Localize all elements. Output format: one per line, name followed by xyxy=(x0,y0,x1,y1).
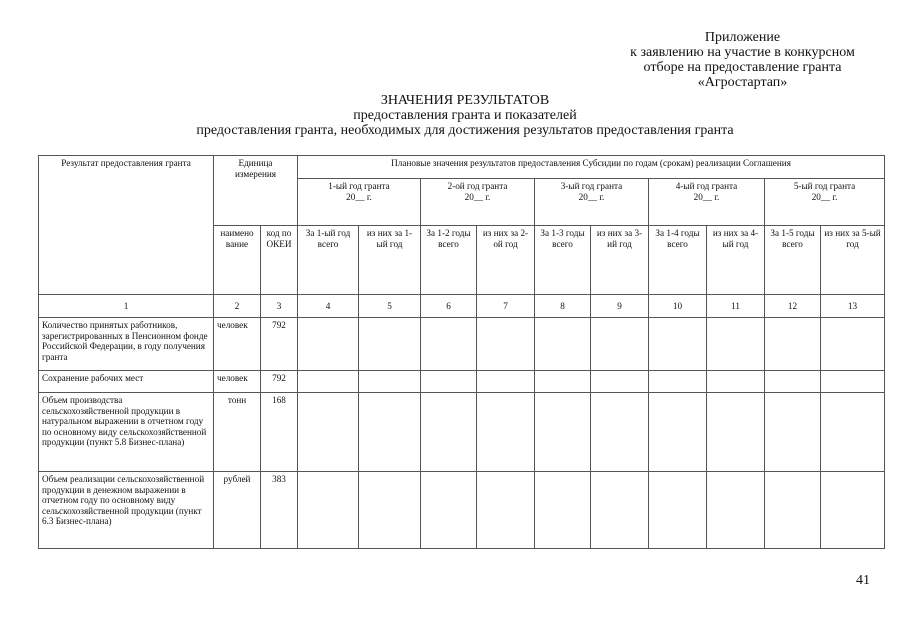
results-table xyxy=(38,155,885,549)
value-cell xyxy=(765,318,821,371)
value-cell xyxy=(535,393,591,472)
value-cell xyxy=(591,472,649,549)
column-number: 6 xyxy=(421,295,477,318)
header-year-2-incl: из них за 2-ой год xyxy=(477,226,535,295)
row-unit: человек xyxy=(214,318,261,371)
value-cell xyxy=(707,371,765,393)
value-cell xyxy=(821,393,885,472)
appendix-line: Приложение xyxy=(704,30,781,45)
value-cell xyxy=(421,371,477,393)
column-number: 9 xyxy=(591,295,649,318)
value-cell xyxy=(477,318,535,371)
header-year-3: 3-ый год гранта 20__ г. xyxy=(535,179,649,226)
column-number: 3 xyxy=(261,295,298,318)
value-cell xyxy=(649,472,707,549)
appendix-header xyxy=(600,30,885,90)
title-main: ЗНАЧЕНИЯ РЕЗУЛЬТАТОВ xyxy=(380,93,550,108)
appendix-line: к заявлению на участие в конкурсном xyxy=(630,45,855,60)
value-cell xyxy=(298,371,359,393)
value-cell xyxy=(649,318,707,371)
header-year-3-incl: из них за 3-ий год xyxy=(591,226,649,295)
appendix-line: «Агростартап» xyxy=(697,75,788,90)
table-row xyxy=(39,318,885,371)
value-cell xyxy=(591,393,649,472)
value-cell xyxy=(298,393,359,472)
row-result: Объем реализации сельскохозяйственной продукции в денежном выражении в отчетном году по основному виду сельскохозяйственной продукции (пункт 6.3 Бизнес-плана) xyxy=(39,472,214,549)
value-cell xyxy=(765,371,821,393)
value-cell xyxy=(707,393,765,472)
document-title xyxy=(150,93,780,138)
header-result: Результат предоставления гранта xyxy=(39,156,214,295)
row-result: Объем производства сельскохозяйственной продукции в натуральном выражении в отчетном году по основному виду сельскохозяйственной продукции (пункт 5.8 Бизнес-плана) xyxy=(39,393,214,472)
value-cell xyxy=(535,318,591,371)
column-number: 8 xyxy=(535,295,591,318)
row-result: Сохранение рабочих мест xyxy=(39,371,214,393)
value-cell xyxy=(821,371,885,393)
value-cell xyxy=(477,371,535,393)
header-year-5-incl: из них за 5-ый год xyxy=(821,226,885,295)
header-year-1-incl: из них за 1-ый год xyxy=(359,226,421,295)
row-unit: тонн xyxy=(214,393,261,472)
header-year-1-total: За 1-ый год всего xyxy=(298,226,359,295)
row-result: Количество принятых работников, зарегистрированных в Пенсионном фонде Российской Федерации, в году получения гранта xyxy=(39,318,214,371)
header-unit: Единица измерения xyxy=(214,156,298,226)
table-row xyxy=(39,393,885,472)
column-number: 4 xyxy=(298,295,359,318)
header-year-3-total: За 1-3 годы всего xyxy=(535,226,591,295)
value-cell xyxy=(359,371,421,393)
value-cell xyxy=(298,318,359,371)
value-cell xyxy=(707,318,765,371)
column-number: 10 xyxy=(649,295,707,318)
value-cell xyxy=(477,393,535,472)
value-cell xyxy=(359,393,421,472)
appendix-line: отборе на предоставление гранта xyxy=(643,60,842,75)
value-cell xyxy=(649,371,707,393)
value-cell xyxy=(477,472,535,549)
header-year-4: 4-ый год гранта 20__ г. xyxy=(649,179,765,226)
value-cell xyxy=(298,472,359,549)
column-number: 12 xyxy=(765,295,821,318)
title-line-3: предоставления гранта, необходимых для достижения результатов предоставления гранта xyxy=(196,123,734,138)
row-unit: человек xyxy=(214,371,261,393)
column-number: 7 xyxy=(477,295,535,318)
column-number: 2 xyxy=(214,295,261,318)
header-plan: Плановые значения результатов предоставления Субсидии по годам (срокам) реализации Соглашения xyxy=(298,156,885,179)
row-code: 792 xyxy=(261,318,298,371)
value-cell xyxy=(591,318,649,371)
value-cell xyxy=(535,371,591,393)
value-cell xyxy=(359,472,421,549)
table-row xyxy=(39,371,885,393)
row-code: 792 xyxy=(261,371,298,393)
row-code: 168 xyxy=(261,393,298,472)
value-cell xyxy=(821,472,885,549)
column-number: 1 xyxy=(39,295,214,318)
value-cell xyxy=(359,318,421,371)
header-year-2: 2-ой год гранта 20__ г. xyxy=(421,179,535,226)
page-number: 41 xyxy=(856,573,870,588)
value-cell xyxy=(765,393,821,472)
value-cell xyxy=(649,393,707,472)
header-year-2-total: За 1-2 годы всего xyxy=(421,226,477,295)
title-line-2: предоставления гранта и показателей xyxy=(353,108,577,123)
column-number: 13 xyxy=(821,295,885,318)
column-number: 11 xyxy=(707,295,765,318)
value-cell xyxy=(765,472,821,549)
header-year-5-total: За 1-5 годы всего xyxy=(765,226,821,295)
row-unit: рублей xyxy=(214,472,261,549)
value-cell xyxy=(421,472,477,549)
row-code: 383 xyxy=(261,472,298,549)
table-row xyxy=(39,472,885,549)
header-unit-name: наимено вание xyxy=(214,226,261,295)
column-number: 5 xyxy=(359,295,421,318)
header-year-5: 5-ый год гранта 20__ г. xyxy=(765,179,885,226)
value-cell xyxy=(535,472,591,549)
header-year-4-incl: из них за 4-ый год xyxy=(707,226,765,295)
header-year-1: 1-ый год гранта 20__ г. xyxy=(298,179,421,226)
value-cell xyxy=(821,318,885,371)
value-cell xyxy=(591,371,649,393)
value-cell xyxy=(421,393,477,472)
column-numbers-row xyxy=(39,295,885,318)
value-cell xyxy=(421,318,477,371)
value-cell xyxy=(707,472,765,549)
header-unit-code: код по ОКЕИ xyxy=(261,226,298,295)
header-year-4-total: За 1-4 годы всего xyxy=(649,226,707,295)
